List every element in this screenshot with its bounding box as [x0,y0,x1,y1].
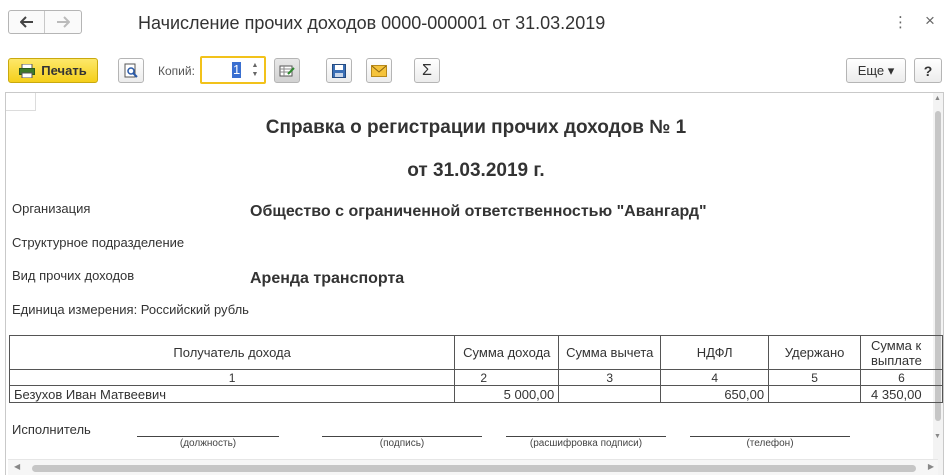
spin-down-icon[interactable]: ▼ [251,71,259,78]
header-deduction[interactable]: Сумма вычета [559,336,661,370]
column-number[interactable]: 6 [861,370,943,386]
scroll-right-icon[interactable]: ▶ [927,462,934,471]
executor-label: Исполнитель [12,422,91,437]
arrow-right-icon [56,16,70,28]
income-type-value: Аренда транспорта [250,270,405,287]
signature-line [137,436,279,437]
cell-deduction[interactable] [559,386,661,403]
cell-recipient[interactable]: Безухов Иван Матвеевич [10,386,455,403]
copies-value: 1 [233,62,241,77]
title-bar [0,0,949,48]
signature-line [690,436,850,437]
page-magnifier-icon [123,63,139,79]
column-number[interactable]: 3 [559,370,661,386]
cell-withheld[interactable] [769,386,861,403]
copies-spinner[interactable] [248,61,262,79]
income-type-label: Вид прочих доходов [12,268,135,283]
horizontal-scrollbar[interactable] [8,459,938,475]
close-icon[interactable]: × [925,11,935,30]
toolbar [0,56,949,86]
position-caption: (должность) [179,438,237,449]
spin-up-icon[interactable]: ▲ [251,62,259,69]
preview-button[interactable] [118,58,144,83]
copies-label: Копий: [158,64,195,78]
table-header-row [10,336,943,370]
unit-line: Единица измерения: Российский рубль [12,302,249,317]
header-recipient[interactable]: Получатель дохода [10,336,455,370]
horizontal-scroll-thumb[interactable] [32,465,916,472]
sigma-icon: Σ [422,61,432,79]
back-button[interactable] [9,11,45,33]
arrow-left-icon [20,16,34,28]
organization-value: Общество с ограниченной ответственностью "Авангард" [250,203,707,220]
decoding-caption: (расшифровка подписи) [529,438,643,449]
print-button[interactable] [8,58,98,83]
copies-input[interactable] [200,56,266,84]
signature-line [506,436,666,437]
help-button[interactable]: ? [914,58,942,83]
cell-income[interactable]: 5 000,00 [455,386,559,403]
more-button[interactable]: Еще ▾ [846,58,906,83]
signature-line [322,436,482,437]
scroll-down-icon[interactable]: ▼ [934,433,941,440]
department-label: Структурное подразделение [12,235,185,250]
printer-icon [19,64,35,78]
phone-caption: (телефон) [746,438,794,449]
save-button[interactable] [326,58,352,83]
sum-button[interactable] [414,58,440,83]
floppy-disk-icon [331,63,347,79]
header-income[interactable]: Сумма дохода [455,336,559,370]
spreadsheet-document[interactable] [5,92,944,475]
column-number[interactable]: 1 [10,370,455,386]
more-menu-icon[interactable]: ⋮ [893,14,908,31]
scroll-up-icon[interactable]: ▲ [934,95,941,102]
header-payout[interactable]: Сумма к выплате [861,336,943,370]
window-title: Начисление прочих доходов 0000-000001 от 31.03.2019 [138,13,606,33]
print-button-label: Печать [41,63,87,78]
header-ndfl[interactable]: НДФЛ [661,336,769,370]
column-number[interactable]: 5 [769,370,861,386]
navigation-group [8,10,82,34]
organization-label: Организация [12,201,91,216]
forward-button[interactable] [45,11,81,33]
signature-caption: (подпись) [379,438,425,449]
column-number[interactable]: 2 [455,370,559,386]
document-title: Справка о регистрации прочих доходов № 1 [265,117,687,138]
cell-ndfl[interactable]: 650,00 [661,386,769,403]
document-date: от 31.03.2019 г. [407,160,545,181]
cell-payout[interactable]: 4 350,00 [861,386,943,403]
table-row [10,386,943,403]
scroll-left-icon[interactable]: ◀ [14,462,21,471]
table-edit-icon [279,63,295,79]
header-withheld[interactable]: Удержано [769,336,861,370]
send-email-button[interactable] [366,58,392,83]
vertical-scrollbar[interactable] [933,93,943,475]
edit-document-button[interactable] [274,58,300,83]
income-table [9,335,943,403]
table-number-row [10,370,943,386]
sheet-corner [6,93,36,111]
column-number[interactable]: 4 [661,370,769,386]
envelope-icon [371,65,387,77]
